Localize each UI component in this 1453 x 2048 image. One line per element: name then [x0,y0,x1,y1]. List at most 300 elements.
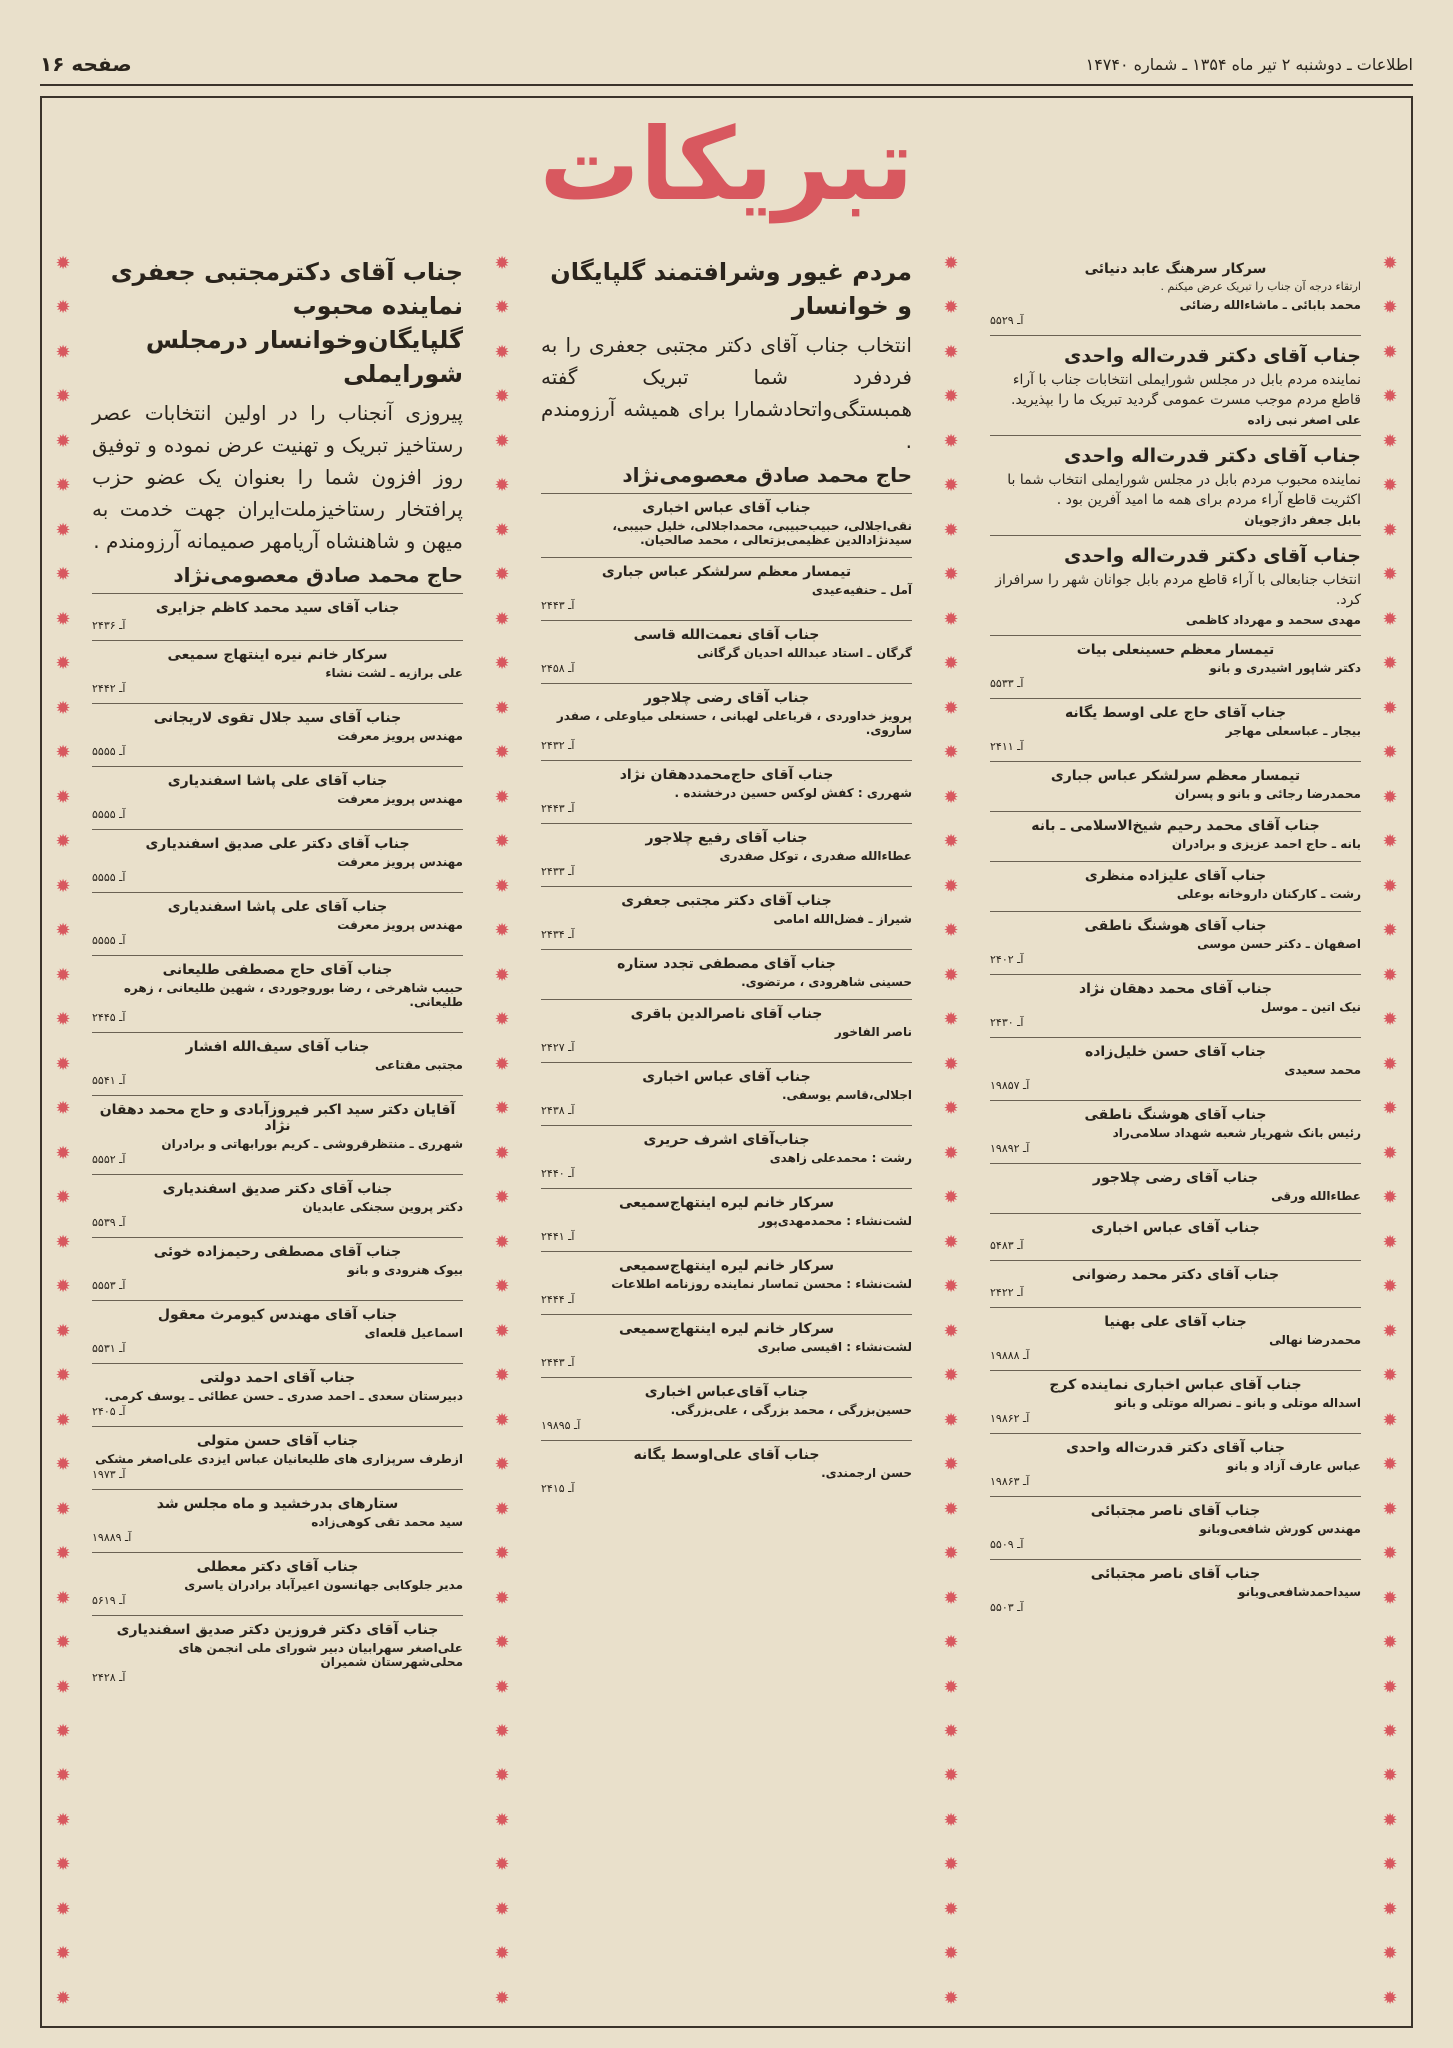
box-text: نماینده محبوب مردم بابل در مجلس شورایملی انتخاب شما با اکثریت قاطع آراء مردم برای همه ما امید آفرین بود . [1007,472,1361,508]
item-code: آـ ۵۵۵۳ [92,1279,126,1292]
flower-ornament-icon: ✹ [1382,1009,1398,1031]
item-heading: جناب آقای علی بهنیا [1104,1314,1247,1330]
flower-ornament-icon: ✹ [55,475,71,497]
item-heading: جناب آقای دکتر صدیق اسفندیاری [162,1181,393,1197]
item-code: آـ ۵۵۳۱ [92,1342,126,1355]
notice-item [92,1095,463,1174]
flower-ornament-icon: ✹ [55,1365,71,1387]
flower-ornament-icon: ✹ [55,964,71,986]
item-code: آـ ۱۹۷۳ [92,1468,126,1481]
notice-item [92,829,463,892]
flower-ornament-icon: ✹ [494,1053,510,1075]
notice-item [990,1260,1361,1307]
item-code: آـ ۱۹۸۶۳ [990,1475,1030,1488]
flower-ornament-icon: ✹ [55,1231,71,1253]
item-code: آـ ۱۹۸۹۵ [541,1419,581,1432]
flower-ornament-icon: ✹ [494,1009,510,1031]
flower-ornament-icon: ✹ [55,608,71,630]
flower-ornament-icon: ✹ [55,386,71,408]
flower-ornament-icon: ✹ [494,920,510,942]
notice-item [541,823,912,886]
item-heading: جناب آقای سیف‌الله افشار [185,1039,370,1055]
flower-ornament-icon: ✹ [55,742,71,764]
item-heading: جناب آقای دکتر محمد رضوانی [1071,1267,1280,1283]
flower-ornament-icon: ✹ [943,1187,959,1209]
flower-ornament-icon: ✹ [55,1498,71,1520]
item-signature: پرویز خداوردی ، قرباعلی لهبانی ، حسنعلی میاوعلی ، صفدر ساروی. [556,709,912,737]
item-code: آـ ۵۵۵۵ [92,871,126,884]
item-heading: جناب آقای رفیع چلاجور [645,830,808,846]
flower-ornament-icon: ✹ [494,1987,510,2009]
item-code: آـ ۲۴۳۰ [990,1016,1024,1029]
item-heading: جناب آقای عباس اخباری نماینده کرج [1049,1377,1302,1393]
flower-ornament-icon: ✹ [55,1587,71,1609]
flower-ornament-icon: ✹ [1382,697,1398,719]
flower-ornament-icon: ✹ [943,564,959,586]
notice-item [990,974,1361,1037]
item-code: آـ ۲۴۲۷ [541,1041,575,1054]
item-signature: شهرری ـ منتظرقروشی ـ کریم بورابهاتی و برادران [161,1137,463,1151]
flower-ornament-icon: ✹ [943,1365,959,1387]
item-heading: تیمسار معظم حسینعلی بیات [1076,642,1275,658]
flower-ornament-icon: ✹ [943,1765,959,1787]
notice-item [990,1496,1361,1559]
flower-ornament-icon: ✹ [494,1720,510,1742]
item-signature: لشت‌نشاء : محمدمهدی‌پور [758,1214,912,1228]
item-heading: سرکار خانم لیره اینتهاج‌سمیعی [618,1321,835,1337]
flower-ornament-icon: ✹ [943,341,959,363]
item-signature: دکتر شاپور اشیدری و بانو [1209,661,1361,675]
item-heading: ستارهای بدرخشید و ماه مجلس شد [156,1496,399,1512]
item-code: آـ ۲۴۳۸ [541,1104,575,1117]
flower-ornament-icon: ✹ [55,1454,71,1476]
flower-ornament-icon: ✹ [494,831,510,853]
item-signature: مهندس کورش شافعی‌وبانو [1199,1522,1361,1536]
flower-ornament-icon: ✹ [55,1987,71,2009]
item-signature: رشت : محمدعلی زاهدی [769,1151,912,1165]
item-code: آـ ۲۴۰۵ [92,1405,126,1418]
item-heading: جناب آقای علی پاشا اسفندیاری [167,899,388,915]
item-code: آـ ۵۵۴۱ [92,1074,126,1087]
item-code: آـ ۵۵۲۹ [990,314,1024,327]
flower-ornament-icon: ✹ [494,1276,510,1298]
flower-ornament-icon: ✹ [55,564,71,586]
flower-ornament-icon: ✹ [1382,1454,1398,1476]
page-header [40,44,1413,86]
notice-item [990,1163,1361,1213]
flower-ornament-icon: ✹ [943,964,959,986]
item-code: آـ ۲۴۲۸ [92,1671,126,1684]
flower-ornament-icon: ✹ [1382,964,1398,986]
item-signature: سیداحمدشافعی‌وبانو [1238,1585,1361,1599]
flower-ornament-icon: ✹ [55,1053,71,1075]
flower-ornament-icon: ✹ [1382,1587,1398,1609]
item-signature: محمد بابائی ـ ماشاءالله رضائی [1179,298,1361,312]
item-code: آـ ۲۴۱۵ [541,1482,575,1495]
flower-ornament-icon: ✹ [1382,742,1398,764]
item-signature: مهندس پرویز معرفت [337,918,463,932]
middle-items [541,493,912,1503]
item-heading: تیمسار معظم سرلشکر عباس جباری [601,564,852,580]
flower-ornament-icon: ✹ [55,920,71,942]
page-title: تبریکات [539,106,914,223]
item-heading: جناب آقای‌عباس اخباری [644,1384,809,1400]
flower-ornament-icon: ✹ [55,1720,71,1742]
item-heading: جناب آقای ناصر مجتبائی [1090,1566,1261,1582]
notice-item [990,1037,1361,1100]
item-heading: سرکار خانم لیره اینتهاج‌سمیعی [618,1195,835,1211]
item-code: آـ ۲۴۴۳ [541,802,575,815]
flower-ornament-icon: ✹ [943,1720,959,1742]
flower-ornament-icon: ✹ [55,297,71,319]
flower-ornament-icon: ✹ [943,1098,959,1120]
notice-item [541,557,912,620]
flower-ornament-icon: ✹ [943,519,959,541]
flower-divider-left [485,255,519,2008]
item-code: آـ ۵۴۸۳ [990,1239,1024,1252]
item-code: آـ ۲۴۴۳ [541,1356,575,1369]
flower-ornament-icon: ✹ [943,1898,959,1920]
item-signature: بانه ـ حاج احمد عزیزی و برادران [1171,837,1361,851]
item-code: آـ ۵۵۰۹ [990,1538,1024,1551]
flower-ornament-icon: ✹ [943,1409,959,1431]
item-heading: جناب آقای هوشنگ ناطقی [1084,1107,1267,1123]
item-signature: حبیب شاهرخی ، رضا بوروجوردی ، شهین طلیعانی ، زهره طلیعانی. [123,981,463,1009]
item-code: آـ ۲۴۴۰ [541,1167,575,1180]
item-code: آـ ۱۹۸۹۲ [990,1142,1030,1155]
flower-ornament-icon: ✹ [1382,1987,1398,2009]
flower-ornament-icon: ✹ [55,1765,71,1787]
item-heading: جناب آقای محمد دهقان نژاد [1078,981,1273,997]
item-heading: جناب‌آقای اشرف حریری [643,1132,810,1148]
notice-item [92,640,463,703]
notice-item [92,892,463,955]
item-heading: جناب آقای علی پاشا اسفندیاری [167,773,388,789]
flower-ornament-icon: ✹ [494,1587,510,1609]
item-signature: نقی‌اجلالی، حبیب‌حبیبی، محمداجلالی، خلیل حبیبی، سیدنژادالدین عظیمی‌بزتعالی ، محمد صالحیان. [612,519,912,547]
item-heading: جناب آقای نعمت‌الله قاسی [633,627,820,643]
flower-ornament-icon: ✹ [55,1009,71,1031]
lead-heading: مردم غیور وشرافتمند گلپایگان و خوانسار [550,258,912,320]
notice-item [990,1433,1361,1496]
flower-ornament-icon: ✹ [1382,253,1398,274]
flower-ornament-icon: ✹ [494,1854,510,1876]
item-signature: مدیر جلوکابی جهانسون اعیرآباد برادران یاسری [184,1578,463,1592]
notice-item [541,1188,912,1251]
notice-item [990,1559,1361,1622]
box-signature: بابل جعفر داژجویان [1244,513,1361,527]
item-signature: دبیرستان سعدی ـ احمد صدری ـ حسن عطائی ـ یوسف کرمی. [104,1389,463,1403]
notice-item [92,1300,463,1363]
flower-ornament-icon: ✹ [494,875,510,897]
flower-ornament-icon: ✹ [943,1809,959,1831]
flower-ornament-icon: ✹ [1382,1142,1398,1164]
flower-ornament-icon: ✹ [943,386,959,408]
item-signature: مهندس پرویز معرفت [337,855,463,869]
notice-item [990,861,1361,911]
item-signature: اسداله موتلی و بانو ـ نصراله موتلی و بانو [1115,1396,1361,1410]
flower-ornament-icon: ✹ [494,1231,510,1253]
flower-ornament-icon: ✹ [943,653,959,675]
flower-ornament-icon: ✹ [494,519,510,541]
box-text: نماینده مردم بابل در مجلس شورایملی انتخابات جناب با آراء قاطع مردم موجب مسرت عمومی گردید تبریک ما را بپذیرید. [1011,372,1361,408]
item-signature: عطاءالله صفدری ، توکل صفدری [719,849,912,863]
notice-item [92,1426,463,1489]
notice-item [92,593,463,640]
flower-ornament-icon: ✹ [943,253,959,274]
item-heading: جناب آقای عباس اخباری [1091,1220,1260,1236]
box-heading: جناب آقای دکتر قدرت‌اله واحدی [1063,545,1361,567]
flower-ornament-icon: ✹ [1382,608,1398,630]
notice-item [541,1440,912,1503]
notice-item [990,698,1361,761]
flower-ornament-icon: ✹ [1382,519,1398,541]
item-heading: جناب آقای دکتر معطلی [196,1559,359,1575]
item-code: آـ ۲۴۳۲ [541,739,575,752]
flower-ornament-icon: ✹ [1382,475,1398,497]
item-heading: آقایان دکتر سید اکبر فیروزآبادی و حاج محمد دهقان نژاد [99,1102,456,1134]
flower-ornament-icon: ✹ [55,1276,71,1298]
flower-ornament-icon: ✹ [943,1854,959,1876]
box-signature: مهدی سحمد و مهرداد کاظمی [1185,613,1361,627]
item-signature: حسن ارجمندی. [821,1466,912,1480]
item-signature: اسماعیل قلعه‌ای [364,1326,463,1340]
item-code: آـ ۲۴۴۲ [92,682,126,695]
middle-column [519,255,934,2008]
flower-ornament-icon: ✹ [494,1098,510,1120]
flower-ornament-icon: ✹ [55,1320,71,1342]
item-code: آـ ۲۴۳۴ [541,928,575,941]
flower-ornament-icon: ✹ [1382,1809,1398,1831]
item-heading: جناب آقای علیزاده منظری [1084,868,1267,884]
item-heading: جناب آقای دکتر فروزین دکتر صدیق اسفندیاری [116,1622,439,1638]
flower-ornament-icon: ✹ [55,1943,71,1965]
notice-item [990,1213,1361,1260]
item-heading: سرکار خانم لیره اینتهاج‌سمیعی [618,1258,835,1274]
item-signature: حسین‌بزرگی ، محمد بزرگی ، علی‌بزرگی. [670,1403,912,1417]
notice-item [92,955,463,1032]
flower-ornament-icon: ✹ [1382,430,1398,452]
notice-item [92,1174,463,1237]
box-heading: جناب آقای دکتر قدرت‌اله واحدی [1063,345,1361,367]
flower-ornament-icon: ✹ [494,1409,510,1431]
flower-ornament-icon: ✹ [55,1543,71,1565]
item-signature: حسینی شاهرودی ، مرتضوی. [741,975,912,989]
flower-ornament-icon: ✹ [494,1543,510,1565]
flower-ornament-icon: ✹ [494,475,510,497]
flower-ornament-icon: ✹ [494,653,510,675]
flower-ornament-icon: ✹ [494,564,510,586]
flower-ornament-icon: ✹ [943,742,959,764]
box-1 [990,335,1361,435]
flower-ornament-icon: ✹ [1382,1098,1398,1120]
flower-ornament-icon: ✹ [1382,1053,1398,1075]
notice-item [541,1062,912,1125]
flower-ornament-icon: ✹ [494,1454,510,1476]
item-heading: جناب آقای عباس اخباری [642,500,811,516]
item-signature: علی برازیه ـ لشت نشاء [325,666,463,680]
flower-ornament-icon: ✹ [943,1943,959,1965]
item-code: آـ ۲۴۴۵ [92,1011,126,1024]
flower-ornament-icon: ✹ [1382,341,1398,363]
item-heading: جناب آقای حاج علی اوسط یگانه [1064,705,1287,721]
flower-ornament-icon: ✹ [1382,1898,1398,1920]
item-code: آـ ۵۶۱۹ [92,1594,126,1607]
flower-ornament-icon: ✹ [1382,831,1398,853]
item-signature: لشت‌نشاء : اقیسی صابری [757,1340,912,1354]
flower-ornament-icon: ✹ [494,1676,510,1698]
item-code: آـ ۲۴۳۶ [92,619,126,632]
item-heading: جناب آقای دکتر قدرت‌اله واحدی [1066,1440,1285,1456]
right-column [968,255,1383,2008]
item-code: آـ ۵۵۳۳ [990,677,1024,690]
notice-item [541,1251,912,1314]
flower-ornament-icon: ✹ [494,1142,510,1164]
item-signature: نیک اتین ـ موسل [1260,1000,1361,1014]
flower-ornament-icon: ✹ [1382,1365,1398,1387]
flower-ornament-icon: ✹ [943,1053,959,1075]
flower-ornament-icon: ✹ [943,875,959,897]
notice-item [990,635,1361,698]
notice-item [92,1363,463,1426]
flower-ornament-icon: ✹ [494,742,510,764]
flower-ornament-icon: ✹ [943,1676,959,1698]
flower-ornament-icon: ✹ [55,786,71,808]
flower-ornament-icon: ✹ [494,786,510,808]
flower-ornament-icon: ✹ [943,1276,959,1298]
flower-ornament-icon: ✹ [55,253,71,274]
flower-ornament-icon: ✹ [55,1187,71,1209]
item-signature: دکتر پروین سجنکی عابدیان [302,1200,463,1214]
notice-item [541,683,912,760]
notice-item [541,999,912,1062]
notice-item [92,1615,463,1692]
flower-ornament-icon: ✹ [943,786,959,808]
flower-ornament-icon: ✹ [494,1943,510,1965]
flower-ornament-icon: ✹ [55,430,71,452]
flower-divider-right [934,255,968,2008]
flower-ornament-icon: ✹ [943,430,959,452]
middle-lead [541,255,912,487]
lead-signature: حاج محمد صادق معصومی‌نژاد [173,563,463,587]
flower-ornament-icon: ✹ [1382,1276,1398,1298]
flower-ornament-icon: ✹ [1382,653,1398,675]
flower-ornament-icon: ✹ [55,1142,71,1164]
item-signature: رئیس بانک شهریار شعبه شهداد سلامی‌راد [1112,1126,1361,1140]
flower-ornament-icon: ✹ [1382,1854,1398,1876]
item-code: آـ ۱۹۸۸۹ [92,1531,132,1544]
flower-ornament-icon: ✹ [943,697,959,719]
flower-ornament-icon: ✹ [494,297,510,319]
notice-item [92,1489,463,1552]
item-heading: جناب آقای حاج‌محمددهقان نژاد [619,767,834,783]
item-heading: جناب آقای علی‌اوسط یگانه [633,1447,820,1463]
item-heading: جناب آقای حاج مصطفی طلیعانی [162,962,393,978]
flower-ornament-icon: ✹ [943,1454,959,1476]
item-code: آـ ۵۵۵۵ [92,745,126,758]
item-signature: گرگان ـ استاد عبدالله احدیان گرگانی [697,646,912,660]
flower-ornament-icon: ✹ [494,608,510,630]
flower-ornament-icon: ✹ [55,1632,71,1654]
item-signature: علی‌اصغر سهرابیان دبیر شورای ملی انجمن های محلی‌شهرستان شمیران [178,1641,463,1669]
notice-item [990,1370,1361,1433]
item-code: آـ ۲۴۴۴ [541,1293,575,1306]
item-heading: جناب آقای دکتر مجتبی جعفری [621,893,832,909]
item-heading: جناب آقای دکتر علی صدیق اسفندیاری [145,836,410,852]
flower-ornament-icon: ✹ [55,1676,71,1698]
item-heading: سرکار سرهنگ عابد دنیائی [1084,261,1267,277]
item-heading: جناب آقای رضی چلاجور [643,690,810,706]
item-signature: ناصر الفاخور [834,1025,912,1039]
item-code: آـ ۱۹۸۸۸ [990,1349,1030,1362]
flower-ornament-icon: ✹ [494,1365,510,1387]
flower-ornament-icon: ✹ [1382,1498,1398,1520]
item-heading: جناب آقای حسن خلیل‌زاده [1084,1044,1267,1060]
item-code: آـ ۲۴۳۳ [541,865,575,878]
left-lead [92,255,463,587]
item-code: آـ ۲۴۵۸ [541,662,575,675]
flower-ornament-icon: ✹ [1382,386,1398,408]
flower-ornament-icon: ✹ [1382,1543,1398,1565]
flower-ornament-icon: ✹ [55,341,71,363]
lead-text: پیروزی آنجناب را در اولین انتخابات عصر رستاخیز تبریک و تهنیت عرض نموده و توفیق روز افزون شما را بعنوان یک عضو حزب پرافتخار رستاخیزملت‌ایران جهت خدمت به میهن و شاهنشاه آریامهر صمیمانه آرزومندم . [92,401,463,553]
item-heading: جناب آقای محمد رحیم شیخ‌الاسلامی ـ بانه [1031,818,1320,834]
notice-item [541,620,912,683]
notice-item [541,760,912,823]
item-code: آـ ۵۵۵۵ [92,808,126,821]
item-heading: جناب آقای مصطفی رحیمزاده خوئی [153,1244,402,1260]
item-signature: عطاءالله ورقی [1271,1189,1361,1203]
item-signature: آمل ـ حنفیه‌عیدی [811,583,912,597]
box-2 [990,435,1361,535]
item-heading: جناب آقای مصطفی تجدد ستاره [617,956,836,972]
item-code: آـ ۱۹۸۶۲ [990,1412,1030,1425]
flower-ornament-icon: ✹ [494,1898,510,1920]
item-signature: محمدرضا رجائی و بانو و پسران [1174,787,1361,801]
notice-item [990,911,1361,974]
item-heading: تیمسار معظم سرلشکر عباس جباری [1050,768,1301,784]
item-signature: رشت ـ کارکنان داروخانه بوعلی [1176,887,1361,901]
item-code: آـ ۵۵۵۵ [92,934,126,947]
item-signature: ازطرف سرپزاری های طلیعانیان عباس ایزدی علی‌اصغر مشکی [95,1452,463,1466]
item-signature: بیجار ـ عباسعلی مهاجر [1225,724,1361,738]
item-signature: محمدرضا نهالی [1269,1333,1361,1347]
item-signature: اجلالی،قاسم یوسفی. [782,1088,912,1102]
flower-ornament-icon: ✹ [55,1809,71,1831]
notice-item [990,761,1361,811]
columns [70,255,1383,2008]
item-signature: مهندس پرویز معرفت [337,729,463,743]
notice-item [541,1377,912,1440]
page-number: صفحه ۱۶ [40,52,132,76]
notice-item [541,1125,912,1188]
item-signature: بیوک هنرودی و بانو [347,1263,463,1277]
left-items [92,593,463,1692]
item-signature: لشت‌نشاء : محسن تماسار نماینده روزنامه اطلاعات [611,1277,912,1291]
box-text: انتخاب جنابعالی با آراء قاطع مردم بابل جوانان شهر را سرافراز کرد. [995,572,1361,608]
flower-ornament-icon: ✹ [1382,1409,1398,1431]
flower-ornament-icon: ✹ [943,1587,959,1609]
item-code: آـ ۲۴۴۳ [541,599,575,612]
flower-ornament-icon: ✹ [55,1854,71,1876]
flower-ornament-icon: ✹ [55,831,71,853]
flower-ornament-icon: ✹ [943,1987,959,2009]
flower-ornament-icon: ✹ [55,875,71,897]
item-signature: اصفهان ـ دکتر حسن موسی [1197,937,1361,951]
item-heading: جناب آقای عباس اخباری [642,1069,811,1085]
flower-ornament-icon: ✹ [1382,297,1398,319]
flower-ornament-icon: ✹ [494,1809,510,1831]
